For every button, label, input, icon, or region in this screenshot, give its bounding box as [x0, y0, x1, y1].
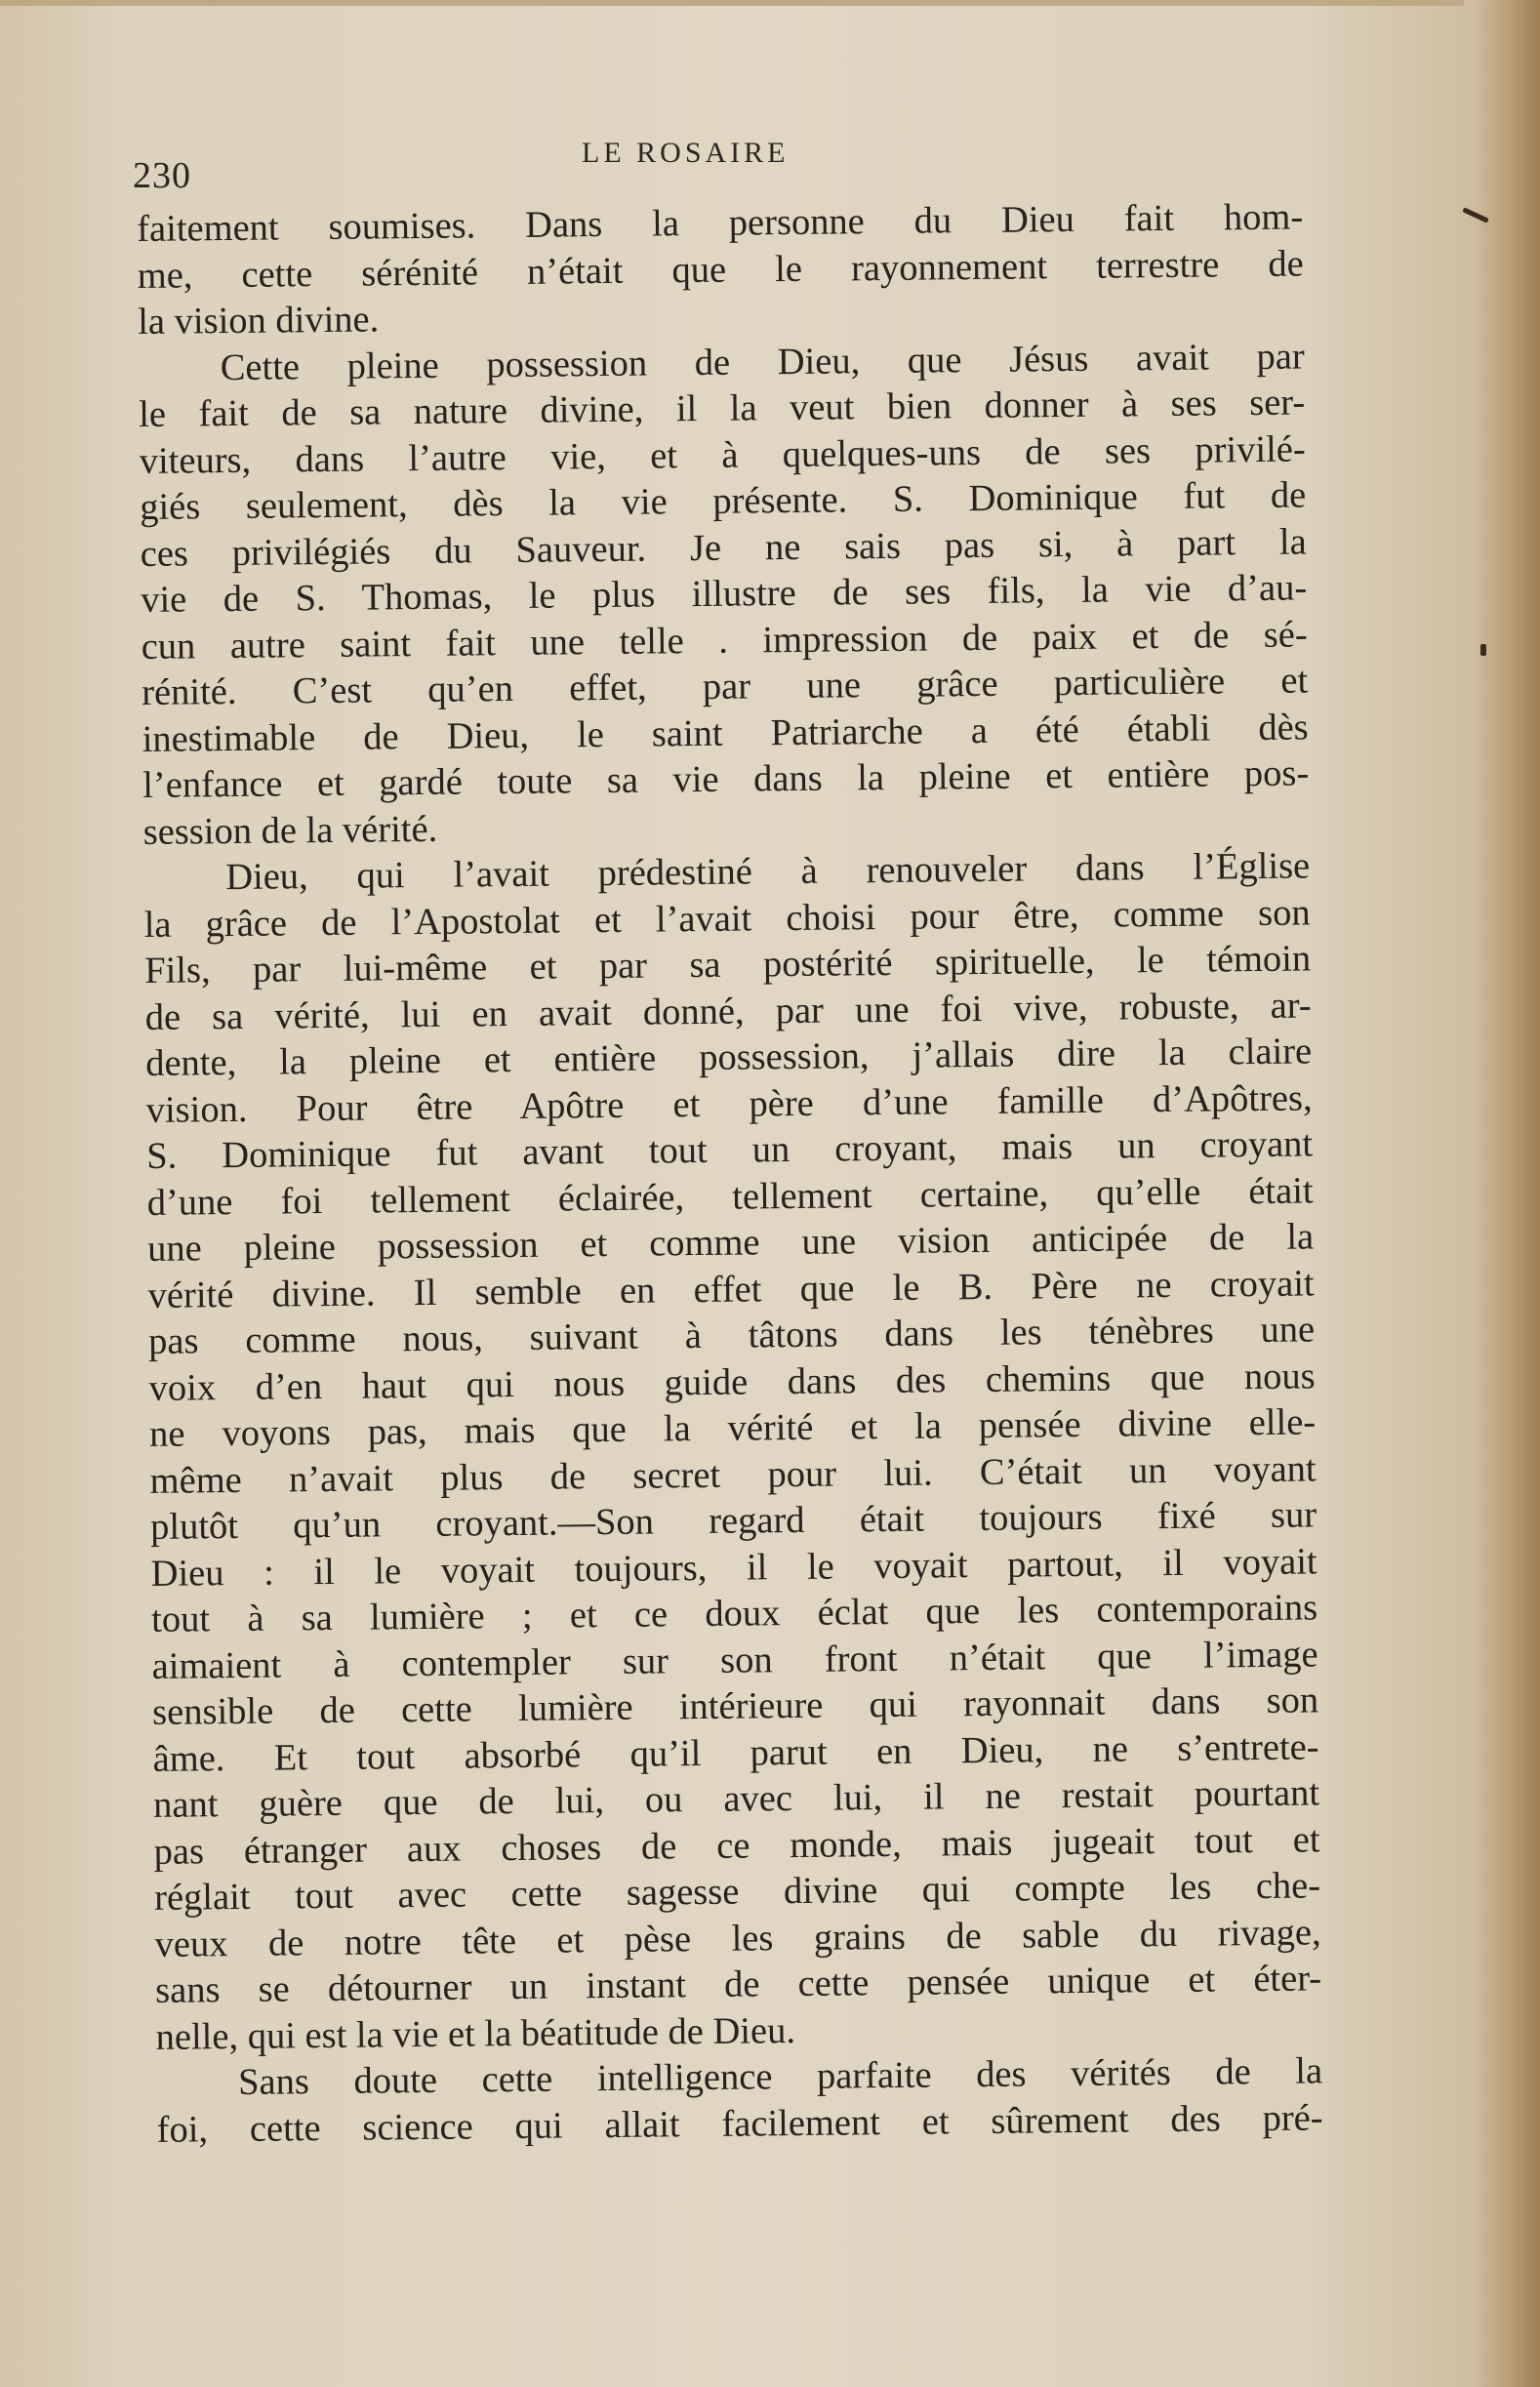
- text-line: pas étranger aux choses de ce monde, mais jugeait tout et: [153, 1818, 1320, 1873]
- text-line: tout à sa lumière ; et ce doux éclat que les contemporains: [150, 1587, 1318, 1640]
- text-line: de sa vérité, lui en avait donné, par une foi vive, robuste, ar-: [144, 984, 1312, 1038]
- text-line: sensible de cette lumière intérieure qui rayonnait dans son: [151, 1679, 1319, 1733]
- text-line: giés seulement, dès la vie présente. S. Dominique fut de: [140, 474, 1307, 528]
- running-title: LE ROSAIRE: [582, 137, 790, 169]
- text-line: plutôt qu’un croyant.—Son regard était toujours fixé sur: [149, 1494, 1317, 1548]
- text-line: veux de notre tête et pèse les grains de sable du rivage,: [154, 1911, 1321, 1965]
- text-line: faitement soumises. Dans la personne du Dieu fait hom-: [137, 196, 1304, 250]
- text-line: nant guère que de lui, ou avec lui, il ne restait pourtant: [152, 1772, 1320, 1826]
- text-line: Dieu, qui l’avait prédestiné à renouveler dans l’Église: [224, 845, 1311, 899]
- text-line: inestimable de Dieu, le saint Patriarche a été établi dès: [142, 706, 1309, 760]
- text-line: ces privilégiés du Sauveur. Je ne sais pas si, à part la: [140, 520, 1307, 575]
- text-line: cun autre saint fait une telle . impression de paix et de sé-: [141, 613, 1308, 668]
- text-line: nelle, qui est la vie et la béatitude de Dieu.: [155, 2009, 796, 2058]
- text-line: rénité. C’est qu’en effet, par une grâce particulière et: [141, 660, 1309, 713]
- text-line: viteurs, dans l’autre vie, et à quelques-uns de ses privilé-: [139, 427, 1306, 482]
- body-text: [137, 194, 1323, 2153]
- text-line: vérité divine. Il semble en effet que le B. Père ne croyait: [147, 1262, 1315, 1316]
- text-line: sans se détourner un instant de cette pensée unique et éter-: [154, 1958, 1322, 2011]
- text-line: me, cette sérénité n’était que le rayonnement terrestre de: [137, 242, 1304, 297]
- text-line: Fils, par lui-même et par sa postérité spirituelle, le témoin: [143, 938, 1312, 991]
- page-number: 230: [133, 155, 191, 196]
- text-line: dente, la pleine et entière possession, j’allais dire la claire: [144, 1031, 1313, 1084]
- page-top-edge: [0, 0, 1464, 6]
- text-line: d’une foi tellement éclairée, tellement certaine, qu’elle était: [146, 1169, 1314, 1224]
- text-line: S. Dominique fut avant tout un croyant, mais un croyant: [145, 1123, 1314, 1177]
- text-line: pas comme nous, suivant à tâtons dans les ténèbres une: [147, 1309, 1316, 1362]
- text-line: le fait de sa nature divine, il la veut bien donner à ses ser-: [139, 382, 1306, 435]
- text-line: la vision divine.: [138, 299, 380, 343]
- text-line: vision. Pour être Apôtre et père d’une famille d’Apôtres,: [145, 1076, 1313, 1131]
- text-line: Sans doute cette intelligence parfaite des vérités de la: [237, 2050, 1323, 2104]
- text-line: session de la vérité.: [142, 808, 438, 853]
- text-line: la grâce de l’Apostolat et l’avait choisi pour être, comme son: [143, 891, 1311, 946]
- margin-mark: [1480, 644, 1486, 656]
- text-line: vie de S. Thomas, le plus illustre de ses fils, la vie d’au-: [141, 567, 1308, 621]
- text-line: ne voyons pas, mais que la vérité et la pensée divine elle-: [148, 1401, 1317, 1455]
- text-line: Dieu : il le voyait toujours, il le voyait partout, il voyait: [150, 1540, 1317, 1595]
- text-line: l’enfance et gardé toute sa vie dans la pleine et entière pos-: [142, 752, 1310, 806]
- page-binding-shadow: [1472, 0, 1540, 2387]
- text-line: même n’avait plus de secret pour lui. C’était un voyant: [149, 1447, 1317, 1502]
- text-line: Cette pleine possession de Dieu, que Jésus avait par: [220, 335, 1305, 388]
- text-line: une pleine possession et comme une vision anticipée de la: [146, 1216, 1315, 1270]
- text-line: réglait tout avec cette sagesse divine qui compte les che-: [153, 1865, 1321, 1919]
- text-line: voix d’en haut qui nous guide dans des chemins que nous: [148, 1355, 1316, 1409]
- text-line: aimaient à contempler sur son front n’était que l’image: [151, 1633, 1318, 1687]
- text-line: âme. Et tout absorbé qu’il parut en Dieu, ne s’entrete-: [152, 1725, 1319, 1780]
- text-line: foi, cette science qui allait facilement et sûrement des pré-: [156, 2096, 1323, 2151]
- page-header: [133, 137, 1284, 196]
